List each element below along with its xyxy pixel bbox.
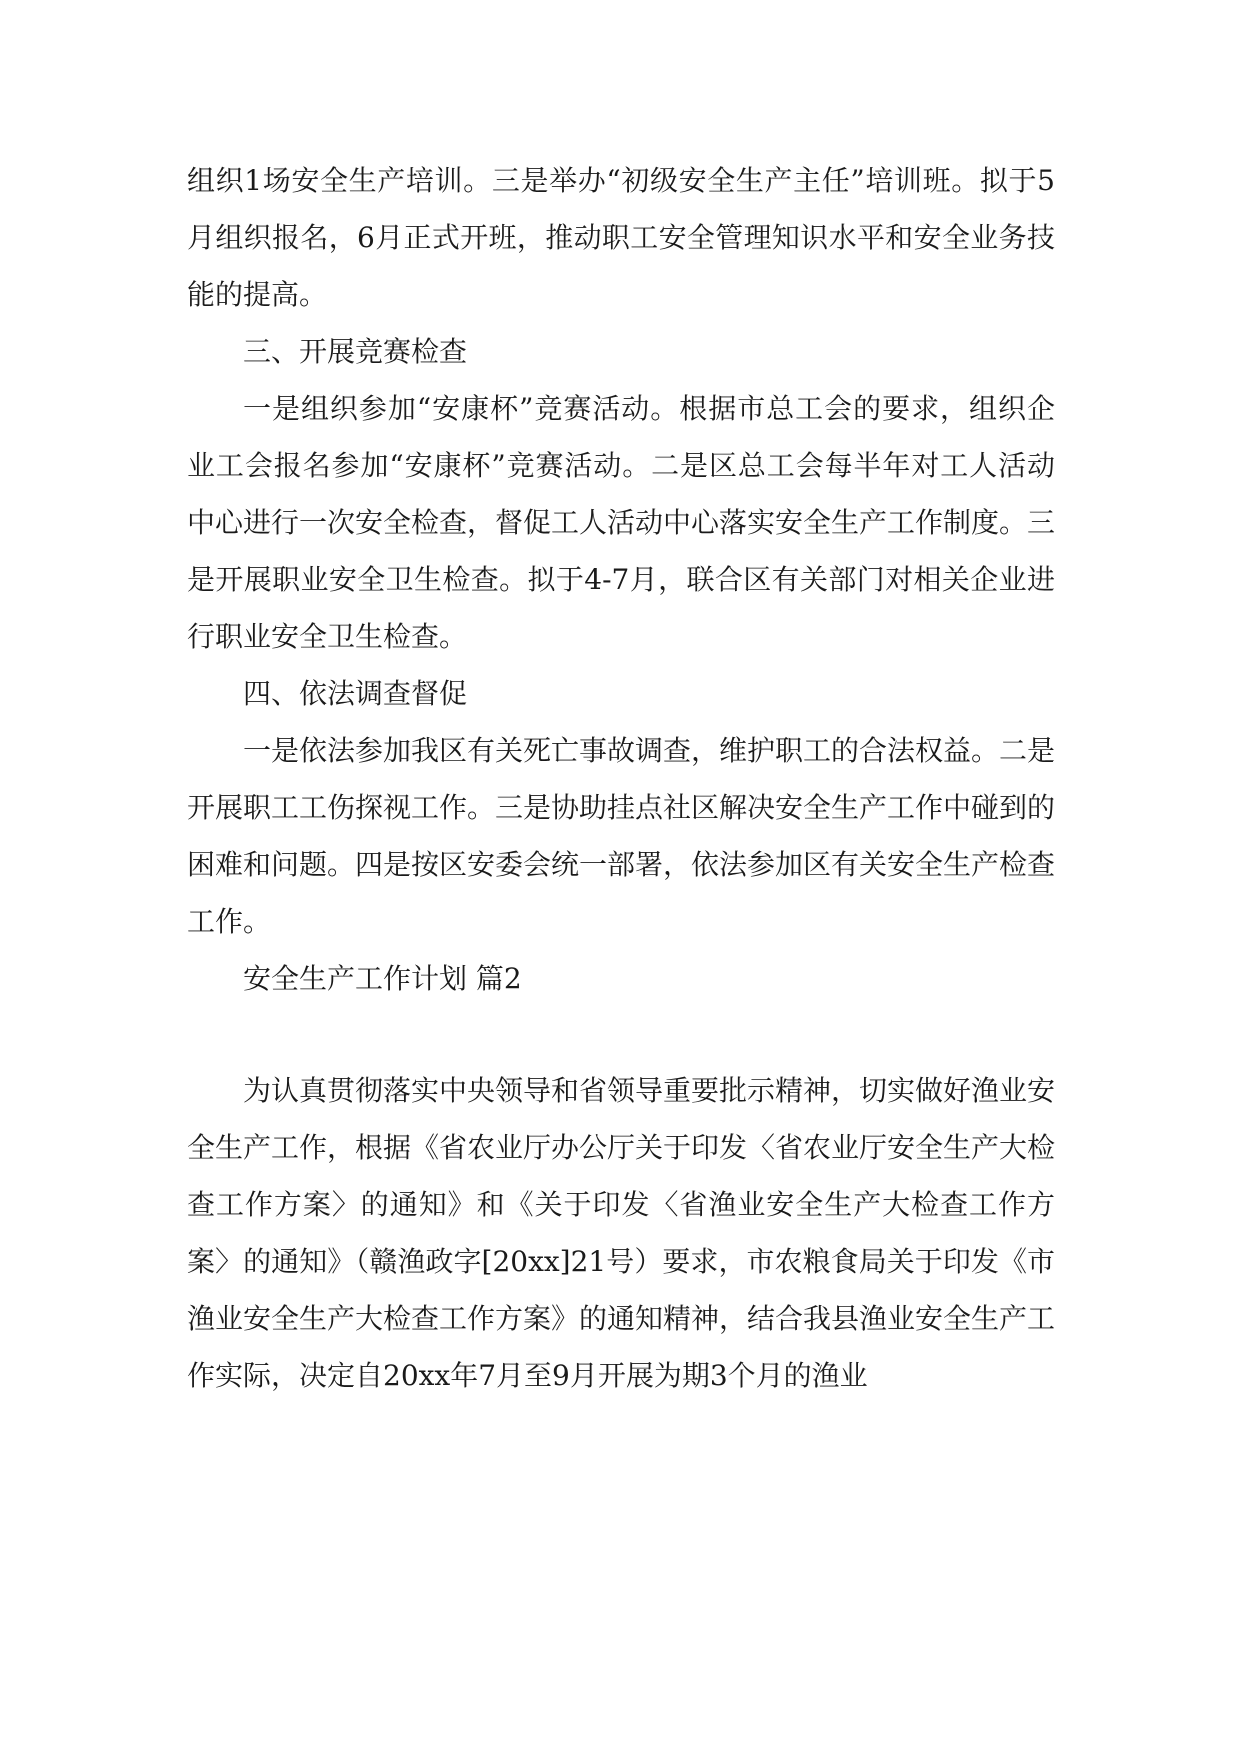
document-body xyxy=(187,152,1055,1404)
blank-line-spacer xyxy=(187,1007,1055,1062)
paragraph-fishery-safety-intro: 为认真贯彻落实中央领导和省领导重要批示精神，切实做好渔业安全生产工作，根据《省农业厅办公厅关于印发〈省农业厅安全生产大检查工作方案〉的通知》和《关于印发〈省渔业安全生产大检查工作方案〉的通知》（赣渔政字[20xx]21号）要求，市农粮食局关于印发《市渔业安全生产大检查工作方案》的通知精神，结合我县渔业安全生产工作实际，决定自20xx年7月至9月开展为期3个月的渔业 xyxy=(187,1074,1056,1392)
document-subtitle-part-2: 安全生产工作计划 篇2 xyxy=(243,962,522,995)
section-heading-competition-inspection: 三、开展竞赛检查 xyxy=(243,335,468,368)
paragraph-competition-inspection: 一是组织参加“安康杯”竞赛活动。根据市总工会的要求，组织企业工会报名参加“安康杯”竞赛活动。二是区总工会每半年对工人活动中心进行一次安全检查，督促工人活动中心落实安全生产工作制度。三是开展职业安全卫生检查。拟于4-7月，联合区有关部门对相关企业进行职业安全卫生检查。 xyxy=(187,392,1056,653)
paragraph-training-continuation: 组织1场安全生产培训。三是举办“初级安全生产主任”培训班。拟于5月组织报名，6月正式开班，推动职工安全管理知识水平和安全业务技能的提高。 xyxy=(187,164,1055,311)
paragraph-legal-investigation: 一是依法参加我区有关死亡事故调查，维护职工的合法权益。二是开展职工工伤探视工作。三是协助挂点社区解决安全生产工作中碰到的困难和问题。四是按区安委会统一部署，依法参加区有关安全生产检查工作。 xyxy=(187,734,1056,938)
section-heading-legal-investigation: 四、依法调查督促 xyxy=(243,677,468,710)
